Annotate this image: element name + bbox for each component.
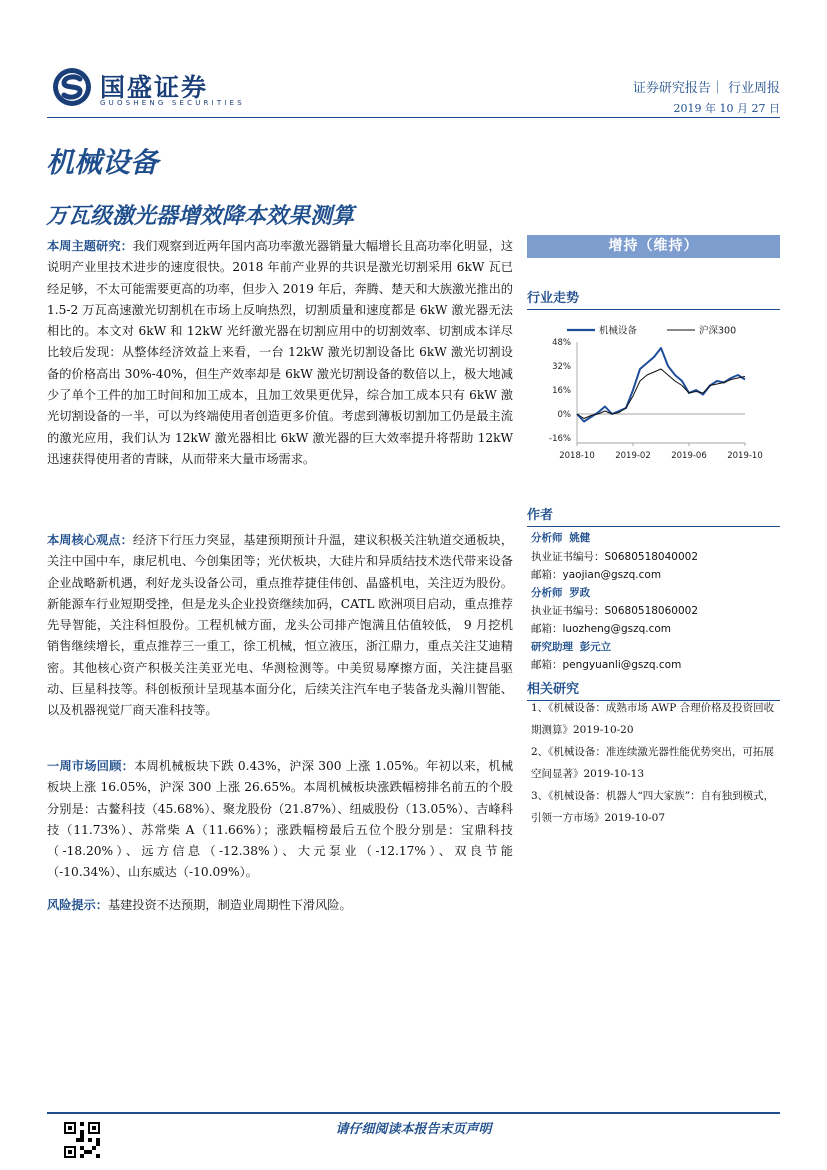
brand-logo-icon [52, 67, 92, 107]
market-review-text: 本周机械板块下跌 0.43%，沪深 300 上涨 1.05%。年初以来，机械板块上涨 16.05%，沪深 300 上涨 26.65%。本周机械板块涨跌幅榜排名前五的个股分别是：古鳌科技（45.68%）、聚龙股份（21.87%）、纽威股份（13.05%）、吉峰科技（11.73%）、苏常柴 A（11.66%）；涨跌幅榜最后五位个股分别是：宝鼎科技（-18.20%）、远方信息（-12.38%）、大元泵业（-12.17%）、双良节能（-10.34%）、山东威达（-10.09%）。 [47, 759, 514, 880]
trend-chart [527, 320, 780, 470]
chart-series-line-1 [577, 348, 745, 422]
industry-title: 机械设备 [46, 146, 159, 179]
core-view-label: 本周核心观点： [47, 533, 133, 547]
assistant-email-line [531, 657, 681, 672]
chart-y-tick-label: 0% [557, 410, 571, 420]
chart-legend-label: 沪深300 [699, 325, 737, 337]
report-date: 2019 年 10 月 27 日 [673, 102, 780, 115]
theme-research-text: 我们观察到近两年国内高功率激光器销量大幅增长且高功率化明显，这说明产业里技术进步的速度很快。2018 年前产业界的共识是激光切割采用 6kW 瓦已经足够，不太可能需要更高的功率，但步入 2019 年后，奔腾、楚天和大族激光推出的 1.5-2 万瓦高速激光切割机在市场上反响热烈，切割质量和速度都是 6kW 激光器无法相比的。本文对 6kW 和 12kW 光纤激光器在切割应用中的切割效率、切割成本详尽比较后发现：从整体经济效益上来看，一台 12kW 激光切割设备比 6kW 激光切割设备的价格高出 30%-40%，但生产效率却是 6kW 激光切割设备的数倍以上，极大地减少了单个工件的加工时间和加工成本，且加工效果更优异，综合加工成本只有 6kW 激光切割设备的一半，可以为终端使用者创造更多价值。考虑到薄板切割加工仍是最主流的激光应用，我们认为 12kW 激光器相比 6kW 激光器的巨大效率提升将帮助 12kW 迅速获得使用者的青睐，从而带来大量市场需求。 [47, 239, 514, 466]
chart-y-tick-label: -16% [549, 434, 571, 444]
header-divider [47, 117, 780, 118]
author-1-role: 分析师 [531, 532, 563, 544]
author-2-email-line [531, 621, 671, 636]
chart-x-tick-label: 2018-10 [559, 451, 595, 461]
theme-research-paragraph [47, 236, 513, 470]
author-1-name: 姚健 [569, 532, 591, 544]
risk-label: 风险提示： [47, 898, 108, 912]
trend-section-title: 行业走势 [527, 287, 780, 310]
theme-research-label: 本周主题研究： [47, 239, 133, 253]
author-1-cert-label: 执业证书编号： [531, 551, 605, 563]
market-review-paragraph [47, 756, 513, 884]
author-2-name-line [531, 585, 590, 600]
risk-paragraph [47, 895, 513, 916]
risk-text: 基建投资不达预期，制造业周期性下滑风险。 [107, 898, 352, 912]
related-item[interactable]: 3、《机械设备：机器人“四大家族”：自有独到模式，引领一方市场》2019-10-07 [531, 790, 775, 824]
author-2-cert: S0680518060002 [604, 605, 699, 617]
author-1-cert-line [531, 549, 698, 564]
qr-code-icon [64, 1122, 100, 1158]
assistant-name: 彭元立 [579, 641, 612, 653]
author-section-title: 作者 [527, 504, 780, 527]
chart-x-tick-label: 2019-10 [727, 451, 763, 461]
assistant-name-line [531, 639, 611, 654]
related-item[interactable]: 1、《机械设备：成熟市场 AWP 合理价格及投资回收期测算》2019-10-20 [531, 702, 775, 736]
author-1-email[interactable]: yaojian@gszq.com [562, 569, 662, 581]
author-2-role: 分析师 [531, 587, 563, 599]
market-review-label: 一周市场回顾： [47, 759, 135, 773]
chart-y-tick-label: 48% [552, 338, 571, 348]
author-1-cert: S0680518040002 [604, 551, 699, 563]
chart-x-tick-label: 2019-02 [615, 451, 651, 461]
assistant-role: 研究助理 [531, 641, 573, 653]
author-1-email-line [531, 567, 661, 582]
related-item[interactable]: 2、《机械设备：准连续激光器性能优势突出，可拓展空间显著》2019-10-13 [531, 746, 774, 780]
report-type: 证券研究报告｜ 行业周报 [632, 81, 780, 96]
author-1-email-label: 邮箱： [531, 569, 563, 581]
author-2-cert-line [531, 603, 698, 618]
brand-name-en: GUOSHENG SECURITIES [100, 99, 245, 107]
chart-series-line-2 [577, 369, 745, 419]
author-2-cert-label: 执业证书编号： [531, 605, 605, 617]
chart-legend-label: 机械设备 [599, 325, 638, 337]
related-section-title: 相关研究 [527, 678, 780, 701]
rating-badge: 增持（维持） [527, 235, 780, 258]
assistant-email-label: 邮箱： [531, 659, 563, 671]
author-2-email[interactable]: luozheng@gszq.com [562, 623, 672, 635]
core-view-paragraph [47, 530, 513, 722]
author-2-email-label: 邮箱： [531, 623, 563, 635]
footer-divider [47, 1112, 780, 1114]
author-2-name: 罗政 [569, 587, 591, 599]
report-headline: 万瓦级激光器增效降本效果测算 [46, 203, 355, 229]
footer-notice: 请仔细阅读本报告末页声明 [335, 1122, 492, 1137]
chart-y-tick-label: 32% [552, 362, 571, 372]
chart-y-tick-label: 16% [552, 386, 571, 396]
assistant-email[interactable]: pengyuanli@gszq.com [562, 659, 682, 671]
brand-name: 国盛证券 [100, 73, 209, 102]
core-view-text: 经济下行压力突显，基建预期预计升温，建议积极关注轨道交通板块，关注中国中车，康尼机电、今创集团等；光伏板块，大硅片和异质结技术迭代带来设备企业战略新机遇，利好龙头设备公司，重点推荐捷佳伟创、晶盛机电，关注迈为股份。新能源车行业短期受挫，但是龙头企业投资继续加码，CATL 欧洲项目启动，重点推荐先导智能，关注科恒股份。工程机械方面，龙头公司排产饱满且估值较低， 9 月挖机销售继续增长，重点推荐三一重工，徐工机械，恒立液压，浙江鼎力，重点关注艾迪精密。其他核心资产积极关注美亚光电、华测检测等。中美贸易摩擦方面，关注捷昌驱动、巨星科技等。科创板预计呈现基本面分化，后续关注汽车电子装备龙头瀚川智能、以及机器视觉厂商天准科技等。 [47, 533, 514, 718]
author-1-name-line [531, 530, 590, 545]
chart-x-tick-label: 2019-06 [671, 451, 707, 461]
